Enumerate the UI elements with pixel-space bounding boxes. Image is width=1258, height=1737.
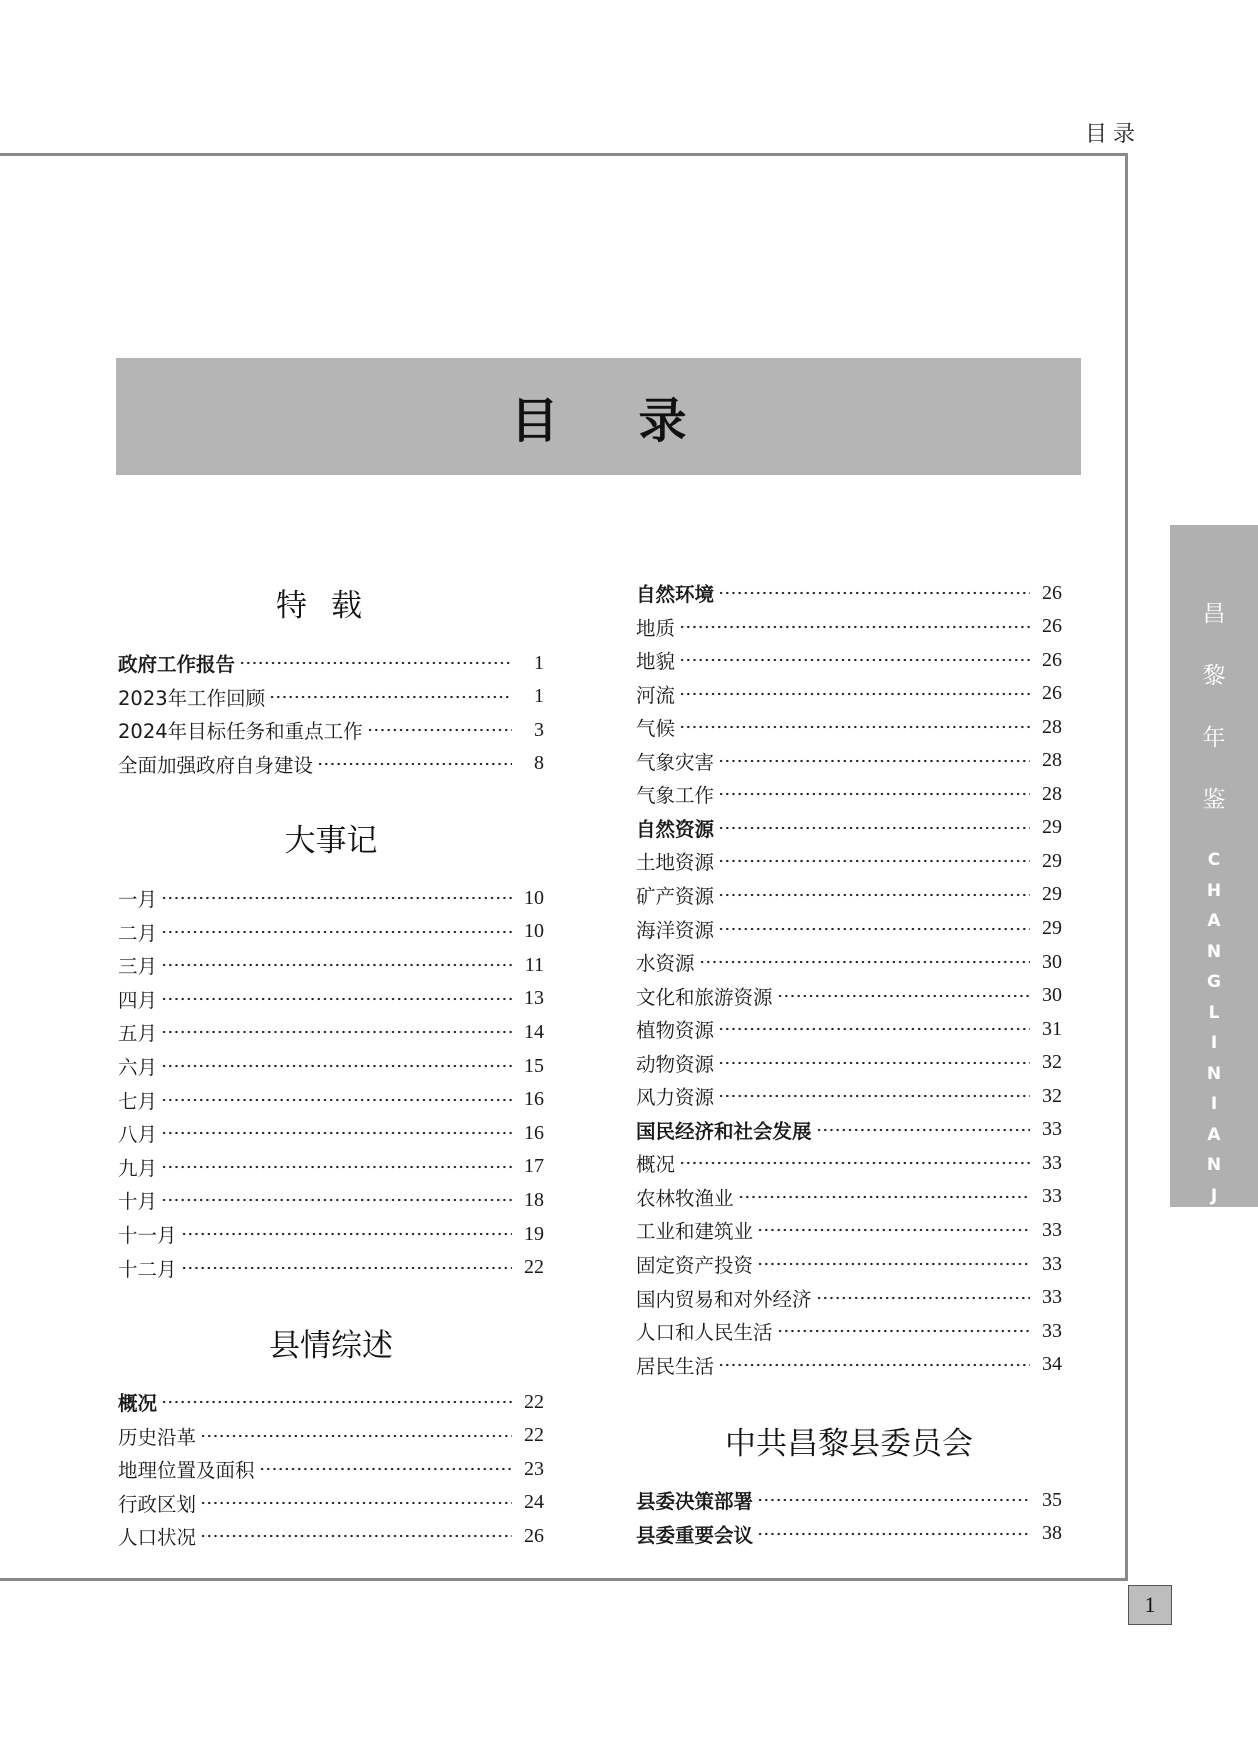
toc-entry-title: 海洋资源 [636, 918, 715, 942]
dot-leader [200, 1534, 512, 1538]
toc-entry-page: 1 [534, 685, 544, 708]
toc-entry[interactable] [118, 648, 544, 678]
toc-entry[interactable] [118, 1521, 544, 1551]
toc-entry-title: 植物资源 [636, 1019, 715, 1043]
toc-entry-page: 34 [1042, 1353, 1062, 1376]
toc-entry[interactable] [636, 1316, 1062, 1346]
toc-entry[interactable] [636, 1081, 1062, 1111]
toc-entry-title: 居民生活 [636, 1354, 715, 1378]
toc-entry-page: 29 [1042, 917, 1062, 939]
toc-entry[interactable] [118, 1185, 544, 1215]
toc-entry[interactable] [118, 1421, 544, 1451]
toc-entry[interactable] [636, 1519, 1062, 1549]
toc-entry-title: 国民经济和社会发展 [636, 1119, 812, 1143]
toc-entry-title: 土地资源 [636, 851, 715, 875]
side-tab-letter: N [1206, 941, 1222, 962]
section-title: 中共昌黎县委员会 [725, 1426, 973, 1462]
toc-entry-title: 政府工作报告 [118, 653, 236, 676]
dot-leader [161, 1064, 512, 1068]
toc-entry[interactable] [636, 1215, 1062, 1245]
toc-entry[interactable] [636, 1115, 1062, 1145]
dot-leader [816, 1128, 1030, 1132]
dot-leader [757, 1228, 1030, 1232]
toc-entry-page: 32 [1042, 1051, 1062, 1074]
toc-entry[interactable] [636, 1283, 1062, 1313]
toc-entry-title: 人口和人民生活 [636, 1321, 773, 1345]
frame-bottom-line [0, 1578, 1128, 1581]
toc-entry-page: 26 [524, 1524, 544, 1547]
dot-leader [718, 859, 1030, 863]
toc-entry-title: 水资源 [636, 952, 695, 976]
section-title: 县情综述 [269, 1328, 393, 1364]
dot-leader [239, 661, 512, 665]
toc-entry[interactable] [636, 746, 1062, 776]
toc-entry-title: 地理位置及面积 [118, 1459, 255, 1483]
page-number-box [1128, 1585, 1172, 1625]
dot-leader [679, 658, 1030, 662]
toc-entry-page: 17 [524, 1155, 544, 1178]
toc-entry[interactable] [636, 1148, 1062, 1178]
toc-entry[interactable] [118, 715, 544, 745]
dot-leader [699, 960, 1030, 964]
side-tab [1170, 525, 1258, 1297]
toc-entry-title: 气象工作 [636, 784, 715, 808]
dot-leader [161, 1400, 512, 1404]
toc-entry-title: 工业和建筑业 [636, 1220, 754, 1244]
toc-entry-title: 十月 [118, 1190, 158, 1214]
toc-entry[interactable] [636, 645, 1062, 675]
toc-entry-page: 28 [1042, 749, 1062, 772]
dot-leader [816, 1296, 1030, 1300]
side-tab-letter: A [1207, 1246, 1221, 1267]
toc-entry-title: 风力资源 [636, 1086, 715, 1110]
dot-leader [181, 1232, 512, 1236]
toc-entry-page: 16 [524, 1088, 544, 1111]
toc-entry-page: 33 [1042, 1286, 1062, 1309]
toc-entry-title: 六月 [118, 1056, 158, 1079]
side-tab-char: 黎 [1202, 663, 1226, 689]
toc-entry-page: 30 [1042, 950, 1062, 973]
side-tab-letter: J [1210, 1185, 1218, 1206]
toc-entry-page: 28 [1042, 782, 1062, 805]
toc-entry-page: 10 [524, 920, 544, 943]
toc-entry[interactable] [118, 1085, 544, 1115]
dot-leader [161, 896, 512, 900]
dot-leader [200, 1501, 512, 1505]
toc-entry-title: 七月 [118, 1089, 158, 1113]
toc-entry-page: 23 [524, 1457, 544, 1480]
toc-entry-page: 22 [524, 1390, 544, 1413]
toc-entry-page: 33 [1042, 1218, 1062, 1241]
page-title: 目录 [510, 393, 767, 449]
side-tab-letter: C [1207, 850, 1221, 870]
toc-entry[interactable] [636, 1485, 1062, 1515]
toc-entry-title: 文化和旅游资源 [636, 985, 773, 1009]
dot-leader [718, 1027, 1030, 1031]
side-tab-letter: L [1208, 1002, 1220, 1023]
toc-entry-page: 19 [524, 1222, 544, 1245]
toc-entry-title: 农林牧渔业 [636, 1186, 734, 1210]
dot-leader [679, 625, 1030, 629]
toc-entry-page: 28 [1042, 715, 1062, 738]
dot-leader [757, 1262, 1030, 1266]
toc-entry[interactable] [118, 1051, 544, 1081]
title-band [116, 358, 1081, 475]
toc-entry[interactable] [118, 883, 544, 913]
toc-entry-page: 16 [524, 1121, 544, 1144]
toc-entry[interactable] [636, 914, 1062, 944]
toc-entry-title: 河流 [636, 683, 676, 707]
toc-entry-title: 四月 [118, 988, 158, 1012]
dot-leader [679, 692, 1030, 696]
dot-leader [367, 728, 512, 732]
toc-entry-page: 29 [1042, 816, 1062, 839]
dot-leader [161, 930, 512, 934]
toc-entry[interactable] [636, 1014, 1062, 1044]
toc-entry[interactable] [636, 1182, 1062, 1212]
toc-entry-title: 地质 [636, 616, 676, 640]
toc-entry-title: 县委重要会议 [636, 1523, 754, 1547]
toc-entry[interactable] [636, 947, 1062, 977]
toc-entry-page: 26 [1042, 648, 1062, 671]
dot-leader [161, 997, 512, 1001]
toc-entry[interactable] [636, 1350, 1062, 1380]
side-tab-letter: I [1210, 1033, 1218, 1053]
dot-leader [777, 994, 1030, 998]
toc-entry-title: 人口状况 [118, 1526, 197, 1550]
frame-right-line [1125, 153, 1128, 1581]
toc-entry-title: 自然环境 [636, 583, 715, 606]
toc-entry-page: 33 [1042, 1185, 1062, 1208]
toc-entry[interactable] [118, 749, 544, 779]
side-tab-char: 年 [1202, 725, 1226, 751]
toc-entry-page: 13 [524, 987, 544, 1010]
dot-leader [181, 1266, 512, 1270]
toc-entry-page: 8 [534, 752, 544, 775]
toc-entry-title: 气候 [636, 717, 676, 741]
toc-entry-title: 一月 [118, 888, 158, 911]
toc-entry-title: 概况 [118, 1392, 158, 1415]
toc-entry-page: 18 [524, 1188, 544, 1211]
toc-entry-page: 11 [524, 953, 544, 976]
toc-entry-page: 26 [1042, 615, 1062, 638]
toc-entry[interactable] [636, 813, 1062, 843]
toc-entry[interactable] [636, 679, 1062, 709]
dot-leader [718, 792, 1030, 796]
toc-entry-title: 固定资产投资 [636, 1254, 754, 1277]
toc-entry-page: 33 [1042, 1319, 1062, 1342]
toc-entry[interactable] [118, 917, 544, 947]
dot-leader [718, 1094, 1030, 1098]
dot-leader [777, 1329, 1030, 1333]
toc-entry[interactable] [118, 984, 544, 1014]
toc-entry-title: 历史沿革 [118, 1425, 197, 1449]
toc-entry-page: 24 [524, 1491, 544, 1514]
toc-entry[interactable] [118, 682, 544, 712]
toc-entry[interactable] [636, 1249, 1062, 1279]
toc-entry-title: 行政区划 [118, 1492, 197, 1516]
dot-leader [757, 1498, 1030, 1502]
toc-entry[interactable] [636, 981, 1062, 1011]
toc-entry-page: 33 [1042, 1118, 1062, 1141]
dot-leader [161, 963, 512, 967]
toc-entry-title: 十二月 [118, 1257, 177, 1281]
side-tab-letter: N [1206, 1063, 1222, 1084]
toc-entry-page: 29 [1042, 849, 1062, 872]
toc-entry-title: 十一月 [118, 1224, 177, 1247]
page-number: 1 [1144, 1592, 1156, 1617]
side-tab-letter: H [1206, 880, 1222, 901]
dot-leader [679, 725, 1030, 729]
side-tab-letter: A [1207, 911, 1221, 931]
section-title: 特载 [276, 588, 386, 624]
side-tab-letter: G [1207, 972, 1221, 992]
toc-entry-title: 二月 [118, 921, 158, 945]
frame-top-line [0, 153, 1127, 156]
dot-leader [161, 1198, 512, 1202]
dot-leader [161, 1098, 512, 1102]
toc-entry-title: 矿产资源 [636, 884, 715, 908]
toc-entry[interactable] [118, 1152, 544, 1182]
dot-leader [259, 1467, 512, 1471]
toc-entry-page: 29 [1042, 883, 1062, 906]
dot-leader [718, 591, 1030, 595]
toc-entry-title: 县委决策部署 [636, 1490, 754, 1513]
toc-entry[interactable] [118, 950, 544, 980]
dot-leader [757, 1532, 1030, 1536]
toc-entry-title: 三月 [118, 955, 158, 979]
side-tab-letter: I [1210, 1094, 1218, 1114]
dot-leader [738, 1195, 1030, 1199]
toc-entry[interactable] [118, 1017, 544, 1047]
toc-entry[interactable] [118, 1454, 544, 1484]
toc-entry-page: 14 [524, 1020, 544, 1043]
toc-entry-page: 15 [524, 1054, 544, 1077]
side-tab-letter: I [1210, 1216, 1218, 1236]
dot-leader [718, 1061, 1030, 1065]
toc-entry[interactable] [636, 1048, 1062, 1078]
toc-entry-title: 动物资源 [636, 1052, 715, 1076]
dot-leader [269, 695, 512, 699]
side-tab-latin [1170, 845, 1258, 1303]
toc-entry-page: 32 [1042, 1084, 1062, 1107]
toc-entry[interactable] [636, 779, 1062, 809]
toc-entry-page: 22 [524, 1256, 544, 1279]
side-tab-letter: N [1206, 1155, 1222, 1175]
toc-entry[interactable] [118, 1488, 544, 1518]
toc-entry-page: 26 [1042, 682, 1062, 705]
toc-entry[interactable] [636, 880, 1062, 910]
side-tab-char: 鉴 [1202, 787, 1226, 813]
toc-entry[interactable] [636, 578, 1062, 608]
dot-leader [718, 893, 1030, 897]
dot-leader [679, 1161, 1030, 1165]
header-label: 目录 [1085, 122, 1142, 147]
section-title: 大事记 [284, 823, 378, 859]
toc-entry-page: 30 [1042, 984, 1062, 1007]
toc-entry-title: 概况 [636, 1153, 676, 1177]
toc-entry-page: 33 [1042, 1151, 1062, 1174]
toc-entry-page: 22 [524, 1424, 544, 1447]
toc-entry[interactable] [118, 1253, 544, 1283]
side-tab-char: 昌 [1202, 601, 1226, 627]
toc-entry-title: 国内贸易和对外经济 [636, 1287, 812, 1311]
toc-entry[interactable] [636, 712, 1062, 742]
toc-entry[interactable] [636, 612, 1062, 642]
toc-entry-page: 3 [534, 718, 544, 741]
toc-entry[interactable] [118, 1219, 544, 1249]
toc-entry-page: 35 [1042, 1488, 1062, 1511]
dot-leader [718, 826, 1030, 830]
toc-entry-title: 2023年工作回顾 [118, 686, 266, 710]
dot-leader [718, 927, 1030, 931]
toc-entry[interactable] [636, 846, 1062, 876]
toc-entry[interactable] [118, 1387, 544, 1417]
toc-entry[interactable] [118, 1118, 544, 1148]
side-tab-letter: N [1206, 1277, 1222, 1297]
toc-entry-title: 五月 [118, 1022, 158, 1046]
toc-entry-title: 气象灾害 [636, 750, 715, 774]
toc-entry-page: 31 [1042, 1017, 1062, 1040]
toc-entry-title: 全面加强政府自身建设 [118, 753, 314, 777]
dot-leader [161, 1165, 512, 1169]
dot-leader [161, 1131, 512, 1135]
dot-leader [718, 1363, 1030, 1367]
dot-leader [317, 762, 512, 766]
toc-entry-title: 自然资源 [636, 817, 715, 841]
toc-entry-title: 地貌 [636, 650, 676, 674]
dot-leader [200, 1434, 512, 1438]
toc-entry-title: 2024年目标任务和重点工作 [118, 720, 363, 744]
toc-entry-page: 1 [534, 651, 544, 674]
toc-entry-title: 九月 [118, 1156, 158, 1180]
dot-leader [161, 1030, 512, 1034]
toc-entry-page: 38 [1042, 1522, 1062, 1545]
toc-entry-page: 33 [1042, 1252, 1062, 1275]
side-tab-letter: A [1207, 1124, 1221, 1145]
toc-entry-page: 10 [524, 886, 544, 909]
toc-entry-page: 26 [1042, 581, 1062, 604]
toc-entry-title: 八月 [118, 1123, 158, 1147]
dot-leader [718, 759, 1030, 763]
